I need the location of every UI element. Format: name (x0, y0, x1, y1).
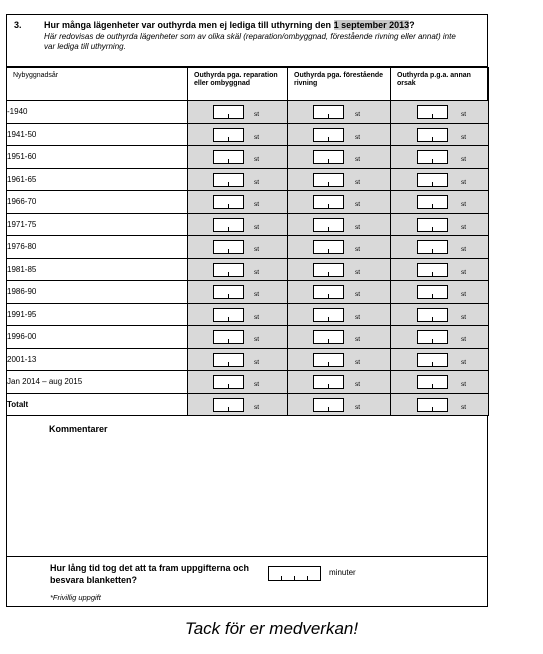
unit-label: st (254, 111, 260, 118)
count-input-other[interactable] (417, 330, 448, 344)
count-input-repair[interactable] (213, 285, 244, 299)
count-input-repair[interactable] (213, 375, 244, 389)
table-row (7, 348, 489, 371)
cell-other (391, 258, 489, 281)
table-row (7, 326, 489, 349)
cell-other (391, 146, 489, 169)
unit-label: st (254, 336, 260, 343)
count-input-demolition[interactable] (313, 263, 344, 277)
cell-demolition (288, 281, 391, 304)
count-input-other[interactable] (417, 105, 448, 119)
header-repair: Outhyrda pga. reparation eller ombyggnad (188, 68, 288, 101)
vacancy-table (6, 67, 489, 416)
cell-demolition (288, 371, 391, 394)
row-label: 1986-90 (7, 281, 188, 304)
cell-other (391, 213, 489, 236)
question-date-highlight: 1 september 2013 (333, 20, 410, 30)
row-label: 1941-50 (7, 123, 188, 146)
unit-label: st (254, 178, 260, 186)
count-input-demolition[interactable] (313, 173, 344, 187)
cell-other (391, 123, 489, 146)
question-header (6, 14, 488, 67)
count-input-repair[interactable] (213, 218, 244, 232)
header-demolition: Outhyrda pga. förestående rivning (288, 68, 391, 101)
unit-label: st (254, 313, 260, 321)
comments-section (6, 415, 488, 557)
count-input-repair[interactable] (213, 150, 244, 164)
unit-label: st (355, 313, 361, 321)
cell-repair (188, 191, 288, 214)
time-input-tick (294, 576, 295, 580)
count-input-demolition[interactable] (313, 308, 344, 322)
count-input-other[interactable] (417, 285, 448, 299)
row-label: 1966-70 (7, 191, 188, 214)
unit-label: st (461, 336, 467, 343)
unit-label: st (355, 381, 361, 388)
count-input-demolition[interactable] (313, 218, 344, 232)
cell-repair (188, 371, 288, 394)
table-row (7, 258, 489, 281)
cell-demolition (288, 326, 391, 349)
row-label: 1971-75 (7, 213, 188, 236)
cell-demolition (288, 393, 391, 416)
unit-label: st (254, 133, 260, 141)
cell-demolition (288, 146, 391, 169)
count-input-demolition[interactable] (313, 330, 344, 344)
unit-label: st (461, 111, 467, 118)
count-input-other[interactable] (417, 375, 448, 389)
count-input-demolition[interactable] (313, 195, 344, 209)
count-input-repair[interactable] (213, 240, 244, 254)
unit-label: st (355, 133, 361, 141)
unit-label: st (355, 201, 361, 208)
optional-note: *Frivillig uppgift (50, 593, 101, 602)
unit-label: st (461, 268, 467, 276)
question-description: Här redovisas de outhyrda lägenheter som av olika skäl (reparation/ombyggnad, förestående rivning eller annat) inte var lediga till uthyrning. (44, 32, 456, 51)
time-input[interactable] (268, 566, 321, 581)
unit-label: st (355, 358, 361, 366)
count-input-demolition[interactable] (313, 105, 344, 119)
table-row (7, 236, 489, 259)
question-title-text: Hur många lägenheter var outhyrda men ej lediga till uthyrning den (44, 20, 334, 30)
table-row (7, 303, 489, 326)
cell-repair (188, 101, 288, 124)
count-input-repair[interactable] (213, 128, 244, 142)
cell-other (391, 326, 489, 349)
unit-label: st (461, 201, 467, 208)
unit-label: st (355, 403, 361, 411)
unit-label: st (461, 313, 467, 321)
table-row (7, 123, 489, 146)
time-input-tick (281, 576, 282, 580)
cell-other (391, 101, 489, 124)
count-input-repair[interactable] (213, 263, 244, 277)
unit-label: st (355, 178, 361, 186)
count-input-other[interactable] (417, 173, 448, 187)
unit-label: st (355, 246, 361, 253)
count-input-other[interactable] (417, 195, 448, 209)
table-row (7, 371, 489, 394)
row-label: -1940 (7, 101, 188, 124)
unit-label: st (461, 223, 467, 231)
cell-demolition (288, 236, 391, 259)
count-input-other[interactable] (417, 398, 448, 412)
unit-label: st (254, 381, 260, 388)
cell-other (391, 393, 489, 416)
count-input-repair[interactable] (213, 105, 244, 119)
count-input-other[interactable] (417, 308, 448, 322)
count-input-repair[interactable] (213, 308, 244, 322)
row-label: 1981-85 (7, 258, 188, 281)
cell-repair (188, 393, 288, 416)
question-number: 3. (14, 20, 22, 30)
cell-other (391, 191, 489, 214)
cell-repair (188, 326, 288, 349)
count-input-repair[interactable] (213, 330, 244, 344)
count-input-repair[interactable] (213, 195, 244, 209)
question-title-end: ? (409, 20, 415, 30)
cell-demolition (288, 123, 391, 146)
count-input-repair[interactable] (213, 173, 244, 187)
cell-other (391, 168, 489, 191)
count-input-other[interactable] (417, 218, 448, 232)
unit-label: st (254, 156, 260, 163)
table-row (7, 191, 489, 214)
cell-repair (188, 281, 288, 304)
thanks-message: Tack för er medverkan! (184, 619, 359, 638)
cell-repair (188, 123, 288, 146)
unit-label: st (254, 358, 260, 366)
question-title (44, 20, 415, 30)
cell-repair (188, 236, 288, 259)
unit-label: st (254, 201, 260, 208)
time-unit: minuter (329, 568, 356, 577)
count-input-other[interactable] (417, 240, 448, 254)
count-input-other[interactable] (417, 353, 448, 367)
cell-repair (188, 303, 288, 326)
unit-label: st (355, 111, 361, 118)
cell-demolition (288, 303, 391, 326)
row-label: 1961-65 (7, 168, 188, 191)
table-row (7, 146, 489, 169)
count-input-demolition[interactable] (313, 128, 344, 142)
count-input-demolition[interactable] (313, 398, 344, 412)
unit-label: st (461, 358, 467, 366)
unit-label: st (254, 246, 260, 253)
unit-label: st (461, 246, 467, 253)
time-input-tick (307, 576, 308, 580)
cell-other (391, 281, 489, 304)
cell-demolition (288, 168, 391, 191)
cell-other (391, 371, 489, 394)
unit-label: st (355, 291, 361, 298)
row-label: Totalt (7, 393, 188, 416)
count-input-demolition[interactable] (313, 240, 344, 254)
table-header-row (7, 68, 489, 101)
cell-other (391, 236, 489, 259)
unit-label: st (254, 403, 260, 411)
count-input-demolition[interactable] (313, 353, 344, 367)
unit-label: st (254, 291, 260, 298)
unit-label: st (254, 268, 260, 276)
row-label: 1996-00 (7, 326, 188, 349)
cell-other (391, 348, 489, 371)
unit-label: st (355, 268, 361, 276)
cell-repair (188, 146, 288, 169)
count-input-repair[interactable] (213, 398, 244, 412)
count-input-demolition[interactable] (313, 150, 344, 164)
unit-label: st (355, 336, 361, 343)
row-label: 1976-80 (7, 236, 188, 259)
cell-repair (188, 258, 288, 281)
row-label: 1951-60 (7, 146, 188, 169)
unit-label: st (461, 156, 467, 163)
count-input-other[interactable] (417, 150, 448, 164)
row-label: 2001-13 (7, 348, 188, 371)
count-input-demolition[interactable] (313, 375, 344, 389)
header-year: Nybyggnadsår (7, 68, 188, 101)
cell-demolition (288, 348, 391, 371)
header-other: Outhyrda p.g.a. annan orsak (391, 68, 489, 101)
table-row (7, 168, 489, 191)
comments-label: Kommentarer (49, 424, 108, 434)
unit-label: st (461, 403, 467, 411)
count-input-demolition[interactable] (313, 285, 344, 299)
cell-repair (188, 213, 288, 236)
time-question-label: Hur lång tid tog det att ta fram uppgifterna och besvara blanketten? (50, 563, 249, 585)
unit-label: st (461, 381, 467, 388)
cell-demolition (288, 101, 391, 124)
cell-demolition (288, 213, 391, 236)
row-label: Jan 2014 – aug 2015 (7, 371, 188, 394)
count-input-other[interactable] (417, 128, 448, 142)
unit-label: st (461, 178, 467, 186)
unit-label: st (461, 291, 467, 298)
table-row (7, 281, 489, 304)
count-input-other[interactable] (417, 263, 448, 277)
cell-demolition (288, 258, 391, 281)
table-row (7, 213, 489, 236)
cell-other (391, 303, 489, 326)
count-input-repair[interactable] (213, 353, 244, 367)
unit-label: st (355, 223, 361, 231)
table-row (7, 101, 489, 124)
unit-label: st (461, 133, 467, 141)
cell-repair (188, 348, 288, 371)
row-label: 1991-95 (7, 303, 188, 326)
table-row (7, 393, 489, 416)
unit-label: st (355, 156, 361, 163)
cell-demolition (288, 191, 391, 214)
unit-label: st (254, 223, 260, 231)
cell-repair (188, 168, 288, 191)
